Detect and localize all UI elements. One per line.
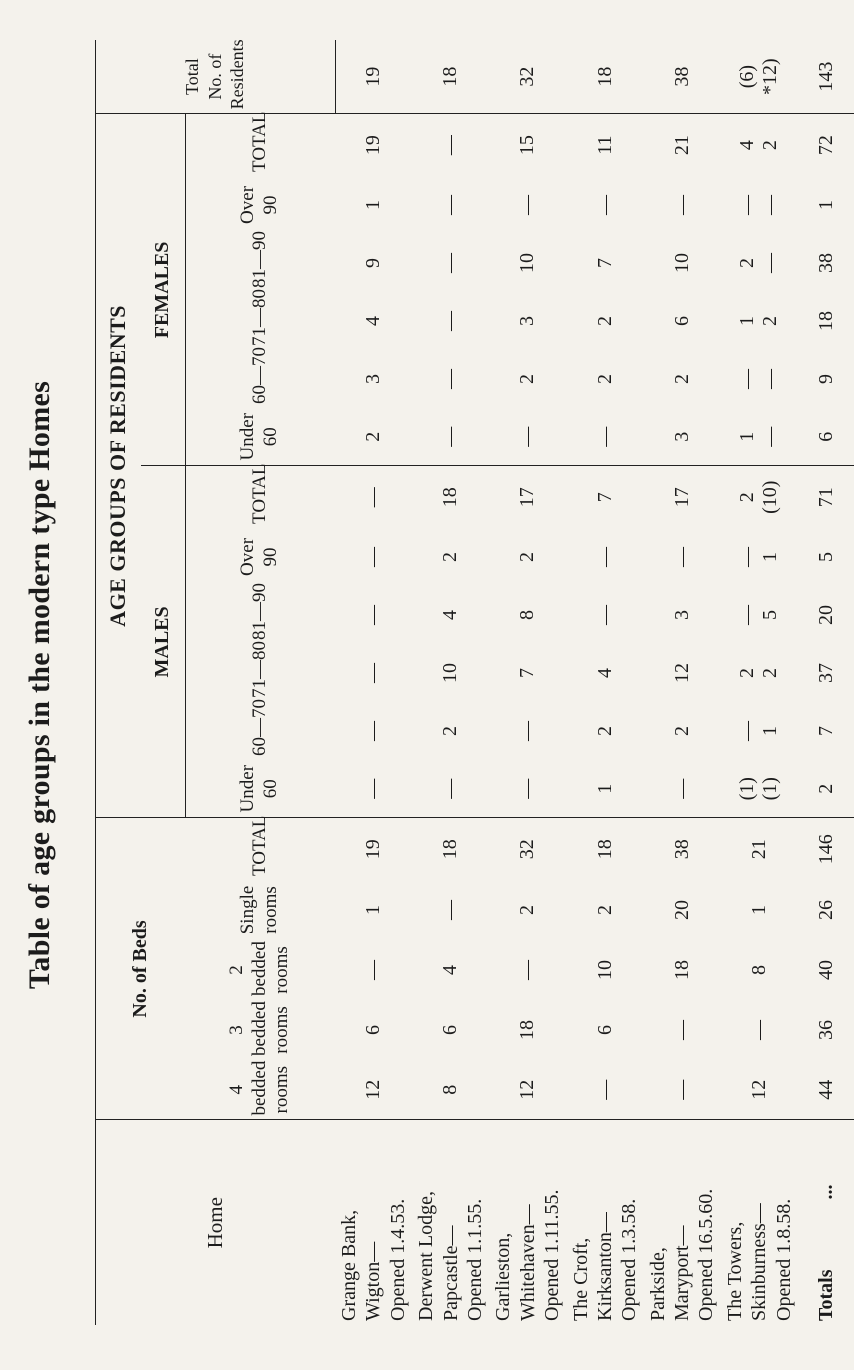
males-cell: 2 — [670, 725, 693, 736]
males-cell: — — [362, 546, 385, 567]
males-cell: — — [362, 662, 385, 683]
home-line: The Croft, — [569, 1237, 592, 1321]
total-residents-cell: 18 — [412, 40, 489, 114]
males-cell: 7 — [593, 492, 616, 503]
totals-row — [798, 40, 854, 1325]
home-header: Home — [202, 1197, 227, 1249]
females-cell: 2 — [516, 373, 539, 384]
home-line: The Towers, — [723, 1221, 746, 1321]
females-cell — [721, 114, 798, 176]
totals-females-cell: 38 — [814, 252, 837, 273]
totals-label-cell — [798, 1120, 854, 1325]
beds-cell: 6 — [439, 1025, 462, 1035]
females-value: 1 — [736, 431, 759, 442]
beds-cell: — — [644, 1060, 721, 1120]
males-value: — — [736, 546, 759, 567]
total-residents-cell: 19 — [335, 40, 412, 114]
females-cell: — — [439, 194, 462, 215]
beds-cell: 18 — [593, 839, 616, 860]
home-line: Whitehaven— — [516, 1204, 539, 1321]
home-line: Kirksanton— — [593, 1212, 616, 1321]
males-cell: — — [489, 760, 566, 818]
females-value-second: — — [759, 252, 782, 273]
col-m-60-70: 60—70 — [249, 698, 271, 756]
home-line: Opened 1.11.55. — [541, 1189, 564, 1321]
females-value: — — [736, 368, 759, 389]
totals-females-cell: 1 — [814, 199, 837, 210]
males-header: MALES — [141, 466, 185, 818]
females-cell: 2 — [593, 373, 616, 384]
males-cell: — — [362, 604, 385, 625]
males-cell: 7 — [516, 667, 539, 678]
males-cell: 4 — [439, 609, 462, 620]
beds-cell: 8 — [747, 965, 770, 975]
table-row — [721, 40, 798, 1325]
col-beds-total: TOTAL — [249, 815, 270, 876]
table-row — [489, 40, 566, 1325]
beds-cell: 18 — [439, 839, 462, 860]
males-cell: — — [412, 760, 489, 818]
females-cell: 11 — [593, 135, 616, 155]
females-cell: 2 — [335, 408, 412, 466]
males-cell: — — [516, 720, 539, 741]
col-4-bedded: 4 bedded rooms — [185, 1060, 335, 1120]
beds-cell: 6 — [593, 1025, 616, 1035]
col-single: Single rooms — [237, 885, 281, 935]
beds-cell: 38 — [670, 839, 693, 860]
females-cell: 9 — [362, 257, 385, 268]
totals-beds-cell: 44 — [798, 1060, 854, 1120]
home-line: Maryport— — [671, 1225, 694, 1321]
col-m-71-80: 71—80 — [249, 640, 271, 698]
totals-females-cell: 9 — [814, 373, 837, 384]
grand-total-cell: 143 — [798, 40, 854, 114]
females-cell — [721, 176, 798, 234]
beds-cell: 19 — [362, 839, 385, 860]
totals-females-cell: 6 — [798, 408, 854, 466]
beds-cell: 20 — [670, 900, 693, 920]
females-cell: 7 — [593, 257, 616, 268]
beds-cell: 10 — [593, 960, 616, 980]
males-cell: 2 — [439, 725, 462, 736]
females-cell: — — [489, 408, 566, 466]
males-cell: 17 — [670, 487, 693, 508]
males-value: (1) — [736, 777, 759, 801]
males-value: — — [736, 720, 759, 741]
home-cell — [335, 1120, 412, 1325]
females-cell: 21 — [670, 135, 693, 156]
males-cell: 3 — [670, 609, 693, 620]
table-row — [335, 40, 412, 1325]
table-row — [567, 40, 644, 1325]
females-value: — — [736, 194, 759, 215]
beds-cell: 4 — [439, 965, 462, 975]
females-cell: 3 — [516, 315, 539, 326]
males-value-second: 5 — [759, 609, 782, 620]
home-line: Opened 1.4.53. — [386, 1198, 409, 1321]
total-residents-value-second: *12) — [759, 58, 782, 95]
beds-cell: 1 — [747, 905, 770, 915]
females-cell: 3 — [644, 408, 721, 466]
table-row — [644, 40, 721, 1325]
beds-cell: — — [516, 960, 539, 980]
beds-cell: — — [439, 900, 462, 920]
males-value-second: 1 — [759, 551, 782, 562]
males-cell: 12 — [670, 662, 693, 683]
table-body — [335, 40, 854, 1325]
males-cell: — — [644, 760, 721, 818]
males-cell: 2 — [593, 725, 616, 736]
beds-cell: 18 — [516, 1020, 539, 1040]
males-value: — — [736, 604, 759, 625]
totals-males-cell: 2 — [798, 760, 854, 818]
total-residents-value: (6) — [736, 64, 759, 89]
males-cell: 17 — [516, 487, 539, 508]
males-value-second: 1 — [759, 725, 782, 736]
home-line: Wigton— — [362, 1241, 385, 1321]
males-value: 2 — [736, 667, 759, 678]
total-residents-cell — [721, 40, 798, 114]
females-cell: — — [567, 408, 644, 466]
males-cell: — — [362, 487, 385, 508]
males-cell — [721, 644, 798, 702]
males-cell: 10 — [439, 662, 462, 683]
totals-label: Totals — [814, 1269, 837, 1321]
beds-cell: 12 — [489, 1060, 566, 1120]
total-residents-cell: 18 — [567, 40, 644, 114]
males-cell: 8 — [516, 609, 539, 620]
home-cell — [567, 1120, 644, 1325]
totals-males-cell: 71 — [814, 487, 837, 508]
males-cell: — — [335, 760, 412, 818]
total-residents-header: Total No. of Residents — [95, 40, 335, 114]
beds-cell: 6 — [362, 1025, 385, 1035]
females-value: 4 — [736, 140, 759, 151]
females-cell — [721, 350, 798, 408]
females-cell: — — [439, 310, 462, 331]
females-cell: — — [439, 368, 462, 389]
home-cell — [721, 1120, 798, 1325]
totals-beds-cell: 26 — [814, 900, 837, 920]
males-cell: 4 — [593, 667, 616, 678]
home-line: Opened 1.3.58. — [618, 1198, 641, 1321]
table-row — [412, 40, 489, 1325]
beds-cell: 12 — [721, 1060, 798, 1120]
age-groups-header: AGE GROUPS OF RESIDENTS — [95, 114, 141, 818]
females-cell: 2 — [670, 373, 693, 384]
col-f-under60: Under 60 — [185, 408, 335, 466]
page-title: Table of age groups in the modern type Homes — [23, 380, 56, 990]
males-cell — [721, 760, 798, 818]
col-f-total: TOTAL — [249, 111, 271, 172]
col-m-under60: Under 60 — [185, 760, 335, 818]
males-value: 2 — [736, 492, 759, 503]
totals-dots: ... — [814, 1184, 837, 1200]
totals-males-cell: 5 — [814, 551, 837, 562]
females-value: 1 — [736, 315, 759, 326]
col-f-81-90: 81—90 — [249, 230, 271, 288]
females-cell: — — [670, 194, 693, 215]
col-m-total: TOTAL — [249, 463, 271, 524]
col-m-81-90: 81—90 — [249, 582, 271, 640]
totals-males-cell: 7 — [814, 725, 837, 736]
females-cell: — — [412, 408, 489, 466]
females-value-second: — — [759, 194, 782, 215]
totals-beds-cell: 40 — [814, 960, 837, 980]
females-cell — [721, 292, 798, 350]
males-value-second: (1) — [759, 777, 782, 801]
females-value-second: 2 — [759, 315, 782, 326]
beds-group-header: No. of Beds — [95, 818, 185, 1120]
home-line: Opened 16.5.60. — [695, 1188, 718, 1321]
beds-cell: 1 — [362, 905, 385, 915]
females-cell: 10 — [670, 252, 693, 273]
beds-cell: 2 — [593, 905, 616, 915]
col-3-bedded: 3 bedded rooms — [225, 1001, 293, 1056]
home-line: Grange Bank, — [338, 1209, 360, 1321]
home-line: Papcastle— — [439, 1225, 462, 1321]
home-line: Skinburness— — [748, 1203, 771, 1321]
females-cell: 2 — [593, 315, 616, 326]
females-cell: 10 — [516, 252, 539, 273]
totals-females-cell: 72 — [814, 135, 837, 156]
home-line: Opened 1.8.58. — [772, 1198, 795, 1321]
females-cell: 3 — [362, 373, 385, 384]
males-cell: — — [362, 720, 385, 741]
beds-cell: — — [670, 1020, 693, 1040]
home-cell — [412, 1120, 489, 1325]
totals-females-cell: 18 — [814, 310, 837, 331]
home-cell — [489, 1120, 566, 1325]
males-cell: 2 — [516, 551, 539, 562]
age-groups-table — [95, 40, 854, 1325]
beds-cell: — — [567, 1060, 644, 1120]
top-rule — [95, 40, 96, 1325]
age-groups-table-sheet — [95, 39, 837, 1325]
col-f-60-70: 60—70 — [249, 346, 271, 404]
home-line: Parkside, — [646, 1247, 669, 1321]
females-value-second: 2 — [759, 140, 782, 151]
totals-males-cell: 20 — [814, 604, 837, 625]
females-cell: 15 — [516, 135, 539, 156]
males-cell: 2 — [439, 551, 462, 562]
females-cell: — — [439, 135, 462, 156]
females-cell: 4 — [362, 315, 385, 326]
females-cell: 6 — [670, 315, 693, 326]
totals-beds-cell: 36 — [814, 1020, 837, 1040]
males-value-second: (10) — [759, 480, 782, 514]
females-cell: — — [593, 194, 616, 215]
females-cell: 19 — [362, 135, 385, 156]
females-cell: — — [439, 252, 462, 273]
totals-beds-cell: 146 — [814, 834, 837, 865]
col-m-over90: Over 90 — [237, 537, 282, 576]
males-cell: — — [670, 546, 693, 567]
females-cell: — — [516, 194, 539, 215]
home-line: Garlieston, — [492, 1232, 515, 1321]
home-line: Derwent Lodge, — [415, 1191, 438, 1321]
col-2-bedded: 2 bedded rooms — [225, 941, 293, 996]
beds-cell: 18 — [670, 960, 693, 980]
col-f-71-80: 71—80 — [249, 288, 271, 346]
beds-cell: — — [747, 1020, 770, 1040]
home-line: Opened 1.1.55. — [463, 1198, 486, 1321]
males-cell — [721, 528, 798, 586]
beds-cell: — — [362, 960, 385, 980]
females-cell — [721, 234, 798, 292]
totals-males-cell: 37 — [814, 662, 837, 683]
beds-cell: 32 — [516, 839, 539, 860]
males-cell: 1 — [567, 760, 644, 818]
females-value-second: — — [759, 426, 782, 447]
males-cell — [721, 466, 798, 528]
beds-cell: 12 — [335, 1060, 412, 1120]
beds-cell: 8 — [412, 1060, 489, 1120]
total-residents-cell: 38 — [644, 40, 721, 114]
females-cell: 1 — [362, 199, 385, 210]
males-cell — [721, 586, 798, 644]
males-value-second: 2 — [759, 667, 782, 678]
beds-cell: 21 — [747, 839, 770, 860]
females-value: 2 — [736, 257, 759, 268]
home-cell — [644, 1120, 721, 1325]
males-cell — [721, 702, 798, 760]
beds-cell: 2 — [516, 905, 539, 915]
females-value-second: — — [759, 368, 782, 389]
females-header: FEMALES — [141, 114, 185, 466]
col-f-over90: Over 90 — [237, 185, 282, 224]
total-residents-cell: 32 — [489, 40, 566, 114]
males-cell: 18 — [439, 487, 462, 508]
males-cell: — — [593, 604, 616, 625]
females-cell — [721, 408, 798, 466]
males-cell: — — [593, 546, 616, 567]
